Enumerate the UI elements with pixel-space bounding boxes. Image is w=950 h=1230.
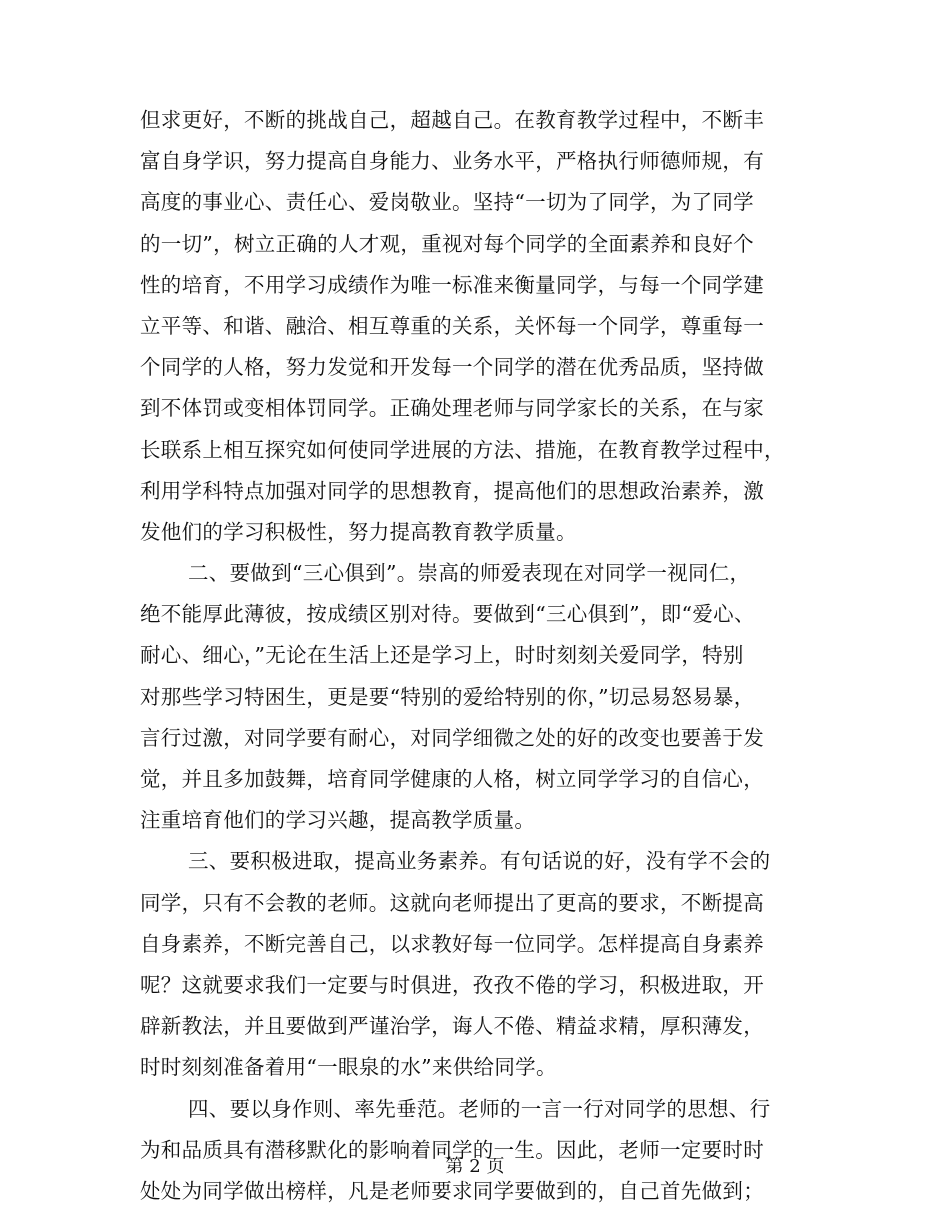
text-line: 四、要以身作则、率先垂范。老师的一言一行对同学的思想、行 [188, 1096, 771, 1121]
paragraph-2 [140, 553, 820, 841]
page-number: 第 2 页 [445, 1156, 505, 1177]
paragraph-4 [140, 1089, 820, 1213]
text-line: 注重培育他们的学习兴趣，提高教学质量。 [140, 808, 536, 833]
document-body [140, 100, 820, 1212]
paragraph-3 [140, 841, 820, 1088]
text-line: 二、要做到“三心俱到”。崇高的师爱表现在对同学一视同仁， [188, 561, 751, 586]
text-line: 绝不能厚此薄彼，按成绩区别对待。要做到“三心俱到”，即“爱心、 [140, 602, 755, 627]
text-line: 富自身学识，努力提高自身能力、业务水平，严格执行师德师规，有 [140, 149, 764, 174]
text-line: 长联系上相互探究如何使同学进展的方法、措施，在教育教学过程中， [140, 437, 785, 462]
text-line: 时时刻刻准备着用“一眼泉的水”来供给同学。 [140, 1055, 557, 1080]
text-line: 呢？这就要求我们一定要与时俱进，孜孜不倦的学习，积极进取，开 [140, 972, 764, 997]
text-line: 发他们的学习积极性，努力提高教育教学质量。 [140, 519, 577, 544]
text-line: 自身素养，不断完善自己，以求教好每一位同学。怎样提高自身素养 [140, 931, 764, 956]
text-line: 言行过激，对同学要有耐心，对同学细微之处的好的改变也要善于发 [140, 725, 764, 750]
text-line: 但求更好，不断的挑战自己，超越自己。在教育教学过程中，不断丰 [140, 108, 764, 132]
text-line: 性的培育，不用学习成绩作为唯一标准来衡量同学，与每一个同学建 [140, 272, 764, 297]
text-line: 辟新教法，并且要做到严谨治学，诲人不倦、精益求精，厚积薄发， [140, 1014, 764, 1039]
text-line: 高度的事业心、责任心、爱岗敬业。坚持“一切为了同学，为了同学 [140, 190, 754, 215]
text-line: 觉，并且多加鼓舞，培育同学健康的人格，树立同学学习的自信心， [140, 767, 764, 791]
paragraph-1 [140, 100, 820, 553]
text-line: 到不体罚或变相体罚同学。正确处理老师与同学家长的关系，在与家 [140, 396, 764, 421]
text-line: 立平等、和谐、融洽、相互尊重的关系，关怀每一个同学，尊重每一 [140, 313, 764, 338]
text-line: 利用学科特点加强对同学的思想教育，提高他们的思想政治素养，激 [140, 478, 764, 503]
text-line: 同学，只有不会教的老师。这就向老师提出了更高的要求，不断提高 [140, 890, 764, 915]
text-line: 处处为同学做出榜样，凡是老师要求同学要做到的，自己首先做到； [140, 1178, 764, 1203]
text-line: 耐心、细心，”无论在生活上还是学习上，时时刻刻关爱同学，特别 [140, 643, 744, 668]
text-line: 的一切”，树立正确的人才观，重视对每个同学的全面素养和良好个 [140, 231, 754, 256]
text-line: 为和品质具有潜移默化的影响着同学的一生。因此，老师一定要时时 [140, 1137, 764, 1162]
text-line: 三、要积极进取，提高业务素养。有句话说的好，没有学不会的 [188, 849, 771, 874]
text-line: 个同学的人格，努力发觉和开发每一个同学的潜在优秀品质，坚持做 [140, 355, 764, 380]
text-line: 对那些学习特困生，更是要“特别的爱给特别的你，”切忌易怒易暴， [140, 684, 755, 709]
